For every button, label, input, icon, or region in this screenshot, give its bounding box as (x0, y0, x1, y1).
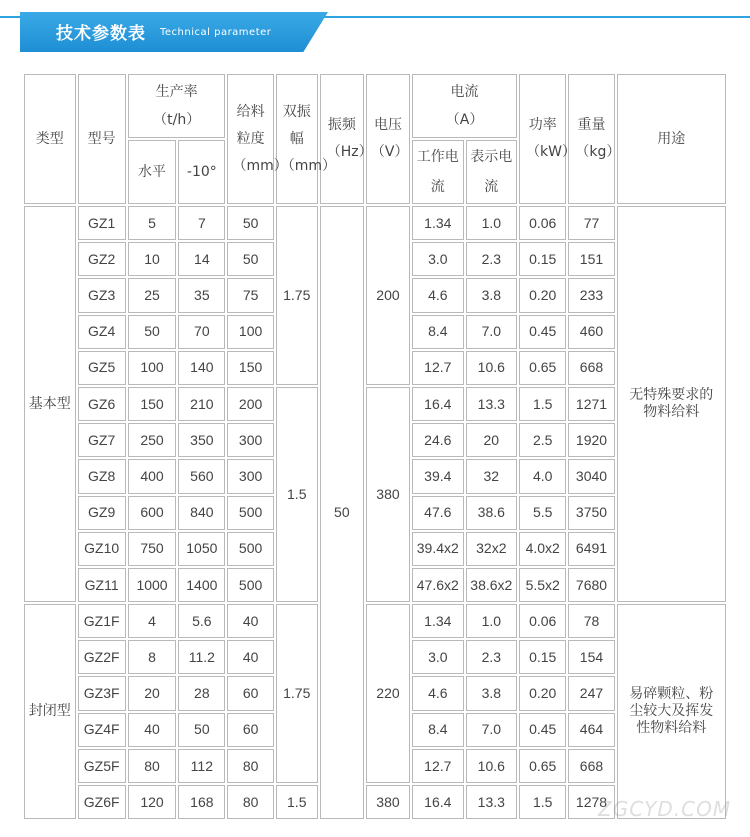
cell-capacity-incline: 560 (178, 459, 225, 493)
header-frequency: 振频（Hz） (320, 74, 364, 204)
cell-capacity-incline: 168 (178, 785, 225, 819)
cell-weight: 7680 (568, 568, 614, 602)
cell-power: 1.5 (519, 387, 566, 421)
cell-capacity-horizontal: 10 (128, 242, 176, 276)
header-model: 型号 (78, 74, 126, 204)
cell-current-display: 2.3 (466, 242, 518, 276)
cell-current-display: 7.0 (466, 713, 518, 747)
cell-weight: 460 (568, 315, 614, 349)
cell-current-working: 1.34 (412, 206, 464, 240)
cell-capacity-incline: 140 (178, 351, 225, 385)
cell-current-display: 38.6 (466, 496, 518, 530)
cell-power: 2.5 (519, 423, 566, 457)
cell-current-display: 32 (466, 459, 518, 493)
cell-capacity-horizontal: 80 (128, 749, 176, 783)
amplitude-closed-a: 1.75 (276, 604, 318, 783)
table-row (24, 206, 726, 240)
parameter-table (22, 72, 728, 821)
cell-feed-size: 500 (227, 496, 273, 530)
cell-weight: 464 (568, 713, 614, 747)
voltage-basic-b: 380 (366, 387, 410, 602)
voltage-closed-a: 220 (366, 604, 410, 783)
cell-model: GZ3F (78, 676, 126, 710)
cell-model: GZ4 (78, 315, 126, 349)
header-power: 功率（kW） (519, 74, 566, 204)
cell-power: 4.0 (519, 459, 566, 493)
cell-power: 4.0x2 (519, 532, 566, 566)
cell-capacity-incline: 1400 (178, 568, 225, 602)
cell-capacity-horizontal: 50 (128, 315, 176, 349)
cell-current-working: 4.6 (412, 278, 464, 312)
cell-capacity-incline: 70 (178, 315, 225, 349)
cell-feed-size: 150 (227, 351, 273, 385)
header-usage: 用途 (617, 74, 726, 204)
cell-model: GZ1 (78, 206, 126, 240)
cell-capacity-incline: 210 (178, 387, 225, 421)
cell-feed-size: 60 (227, 676, 273, 710)
cell-capacity-incline: 14 (178, 242, 225, 276)
frequency-all: 50 (320, 206, 364, 819)
cell-capacity-horizontal: 250 (128, 423, 176, 457)
cell-capacity-horizontal: 5 (128, 206, 176, 240)
cell-model: GZ8 (78, 459, 126, 493)
cell-current-display: 13.3 (466, 387, 518, 421)
cell-current-display: 10.6 (466, 749, 518, 783)
cell-power: 0.06 (519, 206, 566, 240)
cell-model: GZ5F (78, 749, 126, 783)
cell-model: GZ4F (78, 713, 126, 747)
amplitude-basic-a: 1.75 (276, 206, 318, 385)
cell-model: GZ1F (78, 604, 126, 638)
usage-basic: 无特殊要求的物料给料 (617, 206, 726, 602)
cell-current-display: 32x2 (466, 532, 518, 566)
cell-capacity-incline: 50 (178, 713, 225, 747)
header-current: 电流（A） (412, 74, 517, 138)
usage-closed: 易碎颗粒、粉尘较大及挥发性物料给料 (617, 604, 726, 819)
amplitude-basic-b: 1.5 (276, 387, 318, 602)
cell-current-working: 47.6 (412, 496, 464, 530)
header-amplitude: 双振幅（mm） (276, 74, 318, 204)
cell-capacity-horizontal: 8 (128, 640, 176, 674)
cell-feed-size: 200 (227, 387, 273, 421)
cell-weight: 668 (568, 351, 614, 385)
header-capacity: 生产率（t/h） (128, 74, 226, 138)
cell-capacity-horizontal: 1000 (128, 568, 176, 602)
cell-power: 0.65 (519, 351, 566, 385)
cell-model: GZ6 (78, 387, 126, 421)
cell-feed-size: 60 (227, 713, 273, 747)
cell-current-working: 24.6 (412, 423, 464, 457)
cell-capacity-horizontal: 120 (128, 785, 176, 819)
cell-feed-size: 50 (227, 242, 273, 276)
header-weight: 重量（kg） (568, 74, 614, 204)
cell-model: GZ11 (78, 568, 126, 602)
cell-capacity-horizontal: 25 (128, 278, 176, 312)
amplitude-closed-b: 1.5 (276, 785, 318, 819)
cell-capacity-horizontal: 20 (128, 676, 176, 710)
cell-power: 0.45 (519, 315, 566, 349)
cell-weight: 77 (568, 206, 614, 240)
header-capacity-horizontal: 水平 (128, 140, 176, 204)
cell-current-display: 3.8 (466, 278, 518, 312)
cell-feed-size: 100 (227, 315, 273, 349)
cell-current-display: 13.3 (466, 785, 518, 819)
cell-capacity-incline: 840 (178, 496, 225, 530)
cell-power: 0.06 (519, 604, 566, 638)
cell-capacity-incline: 35 (178, 278, 225, 312)
cell-feed-size: 500 (227, 532, 273, 566)
cell-feed-size: 80 (227, 749, 273, 783)
cell-weight: 78 (568, 604, 614, 638)
header-voltage: 电压（V） (366, 74, 410, 204)
cell-current-display: 1.0 (466, 206, 518, 240)
cell-current-working: 3.0 (412, 242, 464, 276)
cell-power: 5.5x2 (519, 568, 566, 602)
cell-capacity-horizontal: 40 (128, 713, 176, 747)
cell-feed-size: 300 (227, 423, 273, 457)
cell-power: 1.5 (519, 785, 566, 819)
cell-power: 0.20 (519, 278, 566, 312)
cell-current-display: 20 (466, 423, 518, 457)
cell-current-working: 16.4 (412, 785, 464, 819)
cell-current-display: 1.0 (466, 604, 518, 638)
cell-weight: 1920 (568, 423, 614, 457)
cell-feed-size: 300 (227, 459, 273, 493)
cell-current-working: 16.4 (412, 387, 464, 421)
cell-model: GZ2 (78, 242, 126, 276)
cell-current-display: 10.6 (466, 351, 518, 385)
cell-weight: 247 (568, 676, 614, 710)
header-current-display: 表示电流 (466, 140, 518, 204)
cell-capacity-horizontal: 150 (128, 387, 176, 421)
cell-power: 0.15 (519, 640, 566, 674)
cell-power: 0.45 (519, 713, 566, 747)
cell-feed-size: 40 (227, 640, 273, 674)
cell-current-display: 7.0 (466, 315, 518, 349)
cell-current-working: 3.0 (412, 640, 464, 674)
cell-weight: 1271 (568, 387, 614, 421)
cell-current-working: 8.4 (412, 713, 464, 747)
cell-capacity-incline: 28 (178, 676, 225, 710)
cell-capacity-horizontal: 600 (128, 496, 176, 530)
header-current-working: 工作电流 (412, 140, 464, 204)
cell-model: GZ9 (78, 496, 126, 530)
cell-feed-size: 75 (227, 278, 273, 312)
cell-weight: 1278 (568, 785, 614, 819)
cell-weight: 233 (568, 278, 614, 312)
cell-current-display: 38.6x2 (466, 568, 518, 602)
cell-capacity-incline: 11.2 (178, 640, 225, 674)
cell-weight: 6491 (568, 532, 614, 566)
section-title: 技术参数表 (56, 24, 146, 44)
table-row (24, 604, 726, 638)
cell-power: 0.65 (519, 749, 566, 783)
cell-model: GZ10 (78, 532, 126, 566)
cell-feed-size: 500 (227, 568, 273, 602)
cell-model: GZ7 (78, 423, 126, 457)
cell-current-working: 8.4 (412, 315, 464, 349)
cell-current-working: 47.6x2 (412, 568, 464, 602)
header-capacity-incline: -10° (178, 140, 225, 204)
cell-feed-size: 80 (227, 785, 273, 819)
voltage-closed-b: 380 (366, 785, 410, 819)
cell-model: GZ2F (78, 640, 126, 674)
section-subtitle: Technical parameter (160, 27, 272, 38)
type-basic: 基本型 (24, 206, 76, 602)
cell-current-display: 3.8 (466, 676, 518, 710)
header-type: 类型 (24, 74, 76, 204)
watermark: ZGCYD.COM (598, 797, 732, 821)
cell-capacity-incline: 350 (178, 423, 225, 457)
cell-weight: 154 (568, 640, 614, 674)
cell-feed-size: 50 (227, 206, 273, 240)
cell-feed-size: 40 (227, 604, 273, 638)
cell-power: 0.15 (519, 242, 566, 276)
cell-model: GZ5 (78, 351, 126, 385)
cell-current-working: 39.4 (412, 459, 464, 493)
voltage-basic-a: 200 (366, 206, 410, 385)
cell-current-working: 12.7 (412, 749, 464, 783)
cell-capacity-incline: 7 (178, 206, 225, 240)
cell-capacity-incline: 5.6 (178, 604, 225, 638)
cell-capacity-horizontal: 4 (128, 604, 176, 638)
cell-capacity-horizontal: 100 (128, 351, 176, 385)
cell-weight: 3040 (568, 459, 614, 493)
cell-power: 0.20 (519, 676, 566, 710)
section-banner (0, 0, 750, 58)
type-closed: 封闭型 (24, 604, 76, 819)
cell-weight: 3750 (568, 496, 614, 530)
cell-model: GZ6F (78, 785, 126, 819)
cell-capacity-incline: 1050 (178, 532, 225, 566)
cell-capacity-horizontal: 400 (128, 459, 176, 493)
cell-current-working: 12.7 (412, 351, 464, 385)
cell-current-working: 39.4x2 (412, 532, 464, 566)
cell-current-working: 1.34 (412, 604, 464, 638)
header-feed-size: 给料粒度（mm） (227, 74, 273, 204)
cell-capacity-horizontal: 750 (128, 532, 176, 566)
cell-power: 5.5 (519, 496, 566, 530)
cell-current-display: 2.3 (466, 640, 518, 674)
cell-model: GZ3 (78, 278, 126, 312)
cell-weight: 668 (568, 749, 614, 783)
cell-current-working: 4.6 (412, 676, 464, 710)
cell-capacity-incline: 112 (178, 749, 225, 783)
cell-weight: 151 (568, 242, 614, 276)
